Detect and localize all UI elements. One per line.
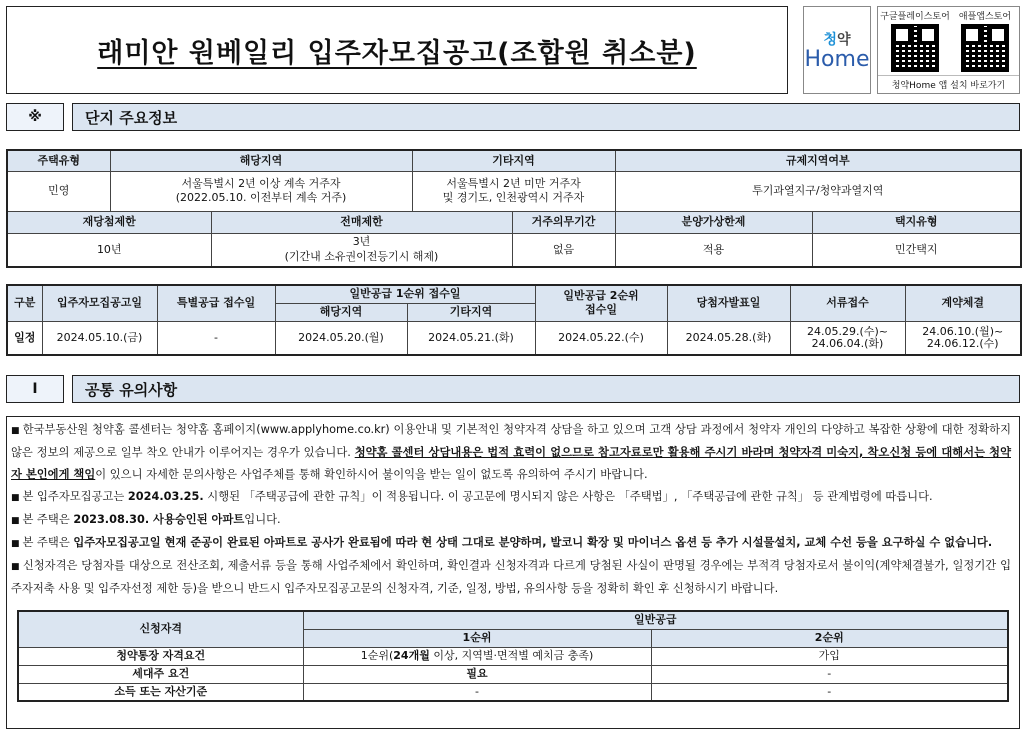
header-notice-date: 입주자모집공고일 <box>42 285 157 321</box>
eligibility-row-label: 청약통장 자격요건 <box>18 647 303 665</box>
qr-google-label: 구글플레이스토어 <box>880 12 950 22</box>
docs-value: 24.05.29.(수)~ 24.06.04.(화) <box>790 321 905 355</box>
header-general-supply: 일반공급 <box>303 611 1008 629</box>
header-docs: 서류접수 <box>790 285 905 321</box>
section-title: 공통 유의사항 <box>72 375 1020 403</box>
eligibility-rank2-value: 가입 <box>651 647 1008 665</box>
header-rank1: 1순위 <box>303 629 651 647</box>
notice-item: ■ 신청자격은 당첨자를 대상으로 전산조회, 제출서류 등을 통해 사업주체에서 확인하며, 확인결과 신청자격과 다르게 당첨된 사실이 판명될 경우에는 부적격 당첨자로서 불이익(계약체결불가, 일정기간 입주자저축 사용 및 입주자선정 제한 등)을 받으니 반드시 입주자모집공고문의 신청자격, 기준, 일정, 방법, 유의사항 등을 정확히 확인 후 신청하시기 바랍니다. <box>11 559 1011 595</box>
header-first-other: 기타지역 <box>407 303 535 321</box>
winner-date-value: 2024.05.28.(화) <box>667 321 790 355</box>
header-residence-duty: 거주의무기간 <box>512 211 615 233</box>
first-local-value: 2024.05.20.(월) <box>275 321 407 355</box>
header-rank2: 2순위 <box>651 629 1008 647</box>
eligibility-rank1-value: 1순위(24개월 이상, 지역별·면적별 예치금 충족) <box>303 647 651 665</box>
local-area-value: 서울특별시 2년 이상 계속 거주자 (2022.05.10. 이전부터 계속 거주) <box>110 171 412 211</box>
logo-top: 청약 <box>823 32 851 48</box>
logo-home-text: Home <box>804 47 870 72</box>
eligibility-rank2-value: - <box>651 665 1008 683</box>
header-resale-limit: 전매제한 <box>211 211 512 233</box>
price-cap-value: 적용 <box>615 233 812 267</box>
housing-type-value: 민영 <box>7 171 110 211</box>
header-special-supply: 특별공급 접수일 <box>157 285 275 321</box>
eligibility-table <box>17 610 1009 702</box>
header-price-cap: 분양가상한제 <box>615 211 812 233</box>
header-first-rank: 일반공급 1순위 접수일 <box>275 285 535 303</box>
qr-box <box>877 6 1020 94</box>
header-land-type: 택지유형 <box>812 211 1021 233</box>
other-area-value: 서울특별시 2년 미만 거주자 및 경기도, 인천광역시 거주자 <box>412 171 615 211</box>
second-rank-value: 2024.05.22.(수) <box>535 321 667 355</box>
rewin-limit-value: 10년 <box>7 233 211 267</box>
special-supply-value: - <box>157 321 275 355</box>
header-winner-date: 당첨자발표일 <box>667 285 790 321</box>
regulated-area-value: 투기과열지구/청약과열지역 <box>615 171 1021 211</box>
land-type-value: 민간택지 <box>812 233 1021 267</box>
eligibility-row-label: 세대주 요건 <box>18 665 303 683</box>
notice-item: ■ 본 입주자모집공고는 2024.03.25. 시행된 「주택공급에 관한 규칙」이 적용됩니다. 이 공고문에 명시되지 않은 사항은 「주택법」, 「주택공급에 관한 규칙」 등 관계법령에 따릅니다. <box>11 490 933 503</box>
section-mark: ※ <box>6 103 64 131</box>
section-title: 단지 주요정보 <box>72 103 1020 131</box>
eligibility-rank2-value: - <box>651 683 1008 701</box>
header-second-rank: 일반공급 2순위 접수일 <box>535 285 667 321</box>
header-rewin-limit: 재당첨제한 <box>7 211 211 233</box>
notice-item: ■ 본 주택은 입주자모집공고일 현재 준공이 완료된 아파트로 공사가 완료됨에 따라 현 상태 그대로 분양하며, 발코니 확장 및 마이너스 옵션 등 추가 시설물설치, 교체 수선 등을 요구하실 수 없습니다. <box>11 536 993 549</box>
resale-limit-value: 3년 (기간내 소유권이전등기시 해제) <box>211 233 512 267</box>
contract-value: 24.06.10.(월)~ 24.06.12.(수) <box>905 321 1021 355</box>
notice-item: ■ 본 주택은 2023.08.30. 사용승인된 아파트입니다. <box>11 513 281 526</box>
header-contract: 계약체결 <box>905 285 1021 321</box>
header-housing-type: 주택유형 <box>7 150 110 171</box>
header-category: 구분 <box>7 285 42 321</box>
eligibility-rank1-value: 필요 <box>303 665 651 683</box>
applyhome-logo[interactable] <box>803 6 871 94</box>
eligibility-row-label: 소득 또는 자산기준 <box>18 683 303 701</box>
qr-apple[interactable] <box>950 9 1020 72</box>
qr-code-icon[interactable] <box>961 24 1009 72</box>
header-qualification: 신청자격 <box>18 611 303 647</box>
title-box <box>6 6 788 94</box>
schedule-table <box>6 284 1022 356</box>
header-first-local: 해당지역 <box>275 303 407 321</box>
eligibility-rank1-value: - <box>303 683 651 701</box>
page-title: 래미안 원베일리 입주자모집공고(조합원 취소분) <box>97 37 697 69</box>
first-other-value: 2024.05.21.(화) <box>407 321 535 355</box>
header-other-area: 기타지역 <box>412 150 615 171</box>
qr-code-icon[interactable] <box>891 24 939 72</box>
section-header-info <box>6 103 1020 131</box>
qr-footer[interactable]: 청약Home 앱 설치 바로가기 <box>878 75 1019 91</box>
qr-google[interactable] <box>880 9 950 72</box>
section-header-notice <box>6 375 1020 403</box>
notice-item: ■ 한국부동산원 청약홈 콜센터는 청약홈 홈페이지(www.applyhome.co.kr) 이용안내 및 기본적인 청약자격 상담을 하고 있으며 고객 상담 과정에서 청약자 개인의 다양하고 복잡한 상황에 대한 정확하지 않은 정보의 제공으로 일부 착오 안내가 이루어지는 경우가 있습니다. 청약홈 콜센터 상담내용은 법적 효력이 없으므로 참고자료로만 활용해 주시기 바라며 청약자격 미숙지, 착오신청 등에 대해서는 청약자 본인에게 책임이 있으니 자세한 문의사항은 사업주체를 통해 확인하시어 불이익을 받는 일이 없도록 유의하여 주시기 바랍니다. <box>11 423 1012 481</box>
header-regulated-area: 규제지역여부 <box>615 150 1021 171</box>
row-label: 일정 <box>7 321 42 355</box>
info-table <box>6 149 1022 268</box>
section-mark: I <box>6 375 64 403</box>
qr-apple-label: 애플앱스토어 <box>958 12 1012 22</box>
header-local-area: 해당지역 <box>110 150 412 171</box>
notice-date-value: 2024.05.10.(금) <box>42 321 157 355</box>
residence-duty-value: 없음 <box>512 233 615 267</box>
